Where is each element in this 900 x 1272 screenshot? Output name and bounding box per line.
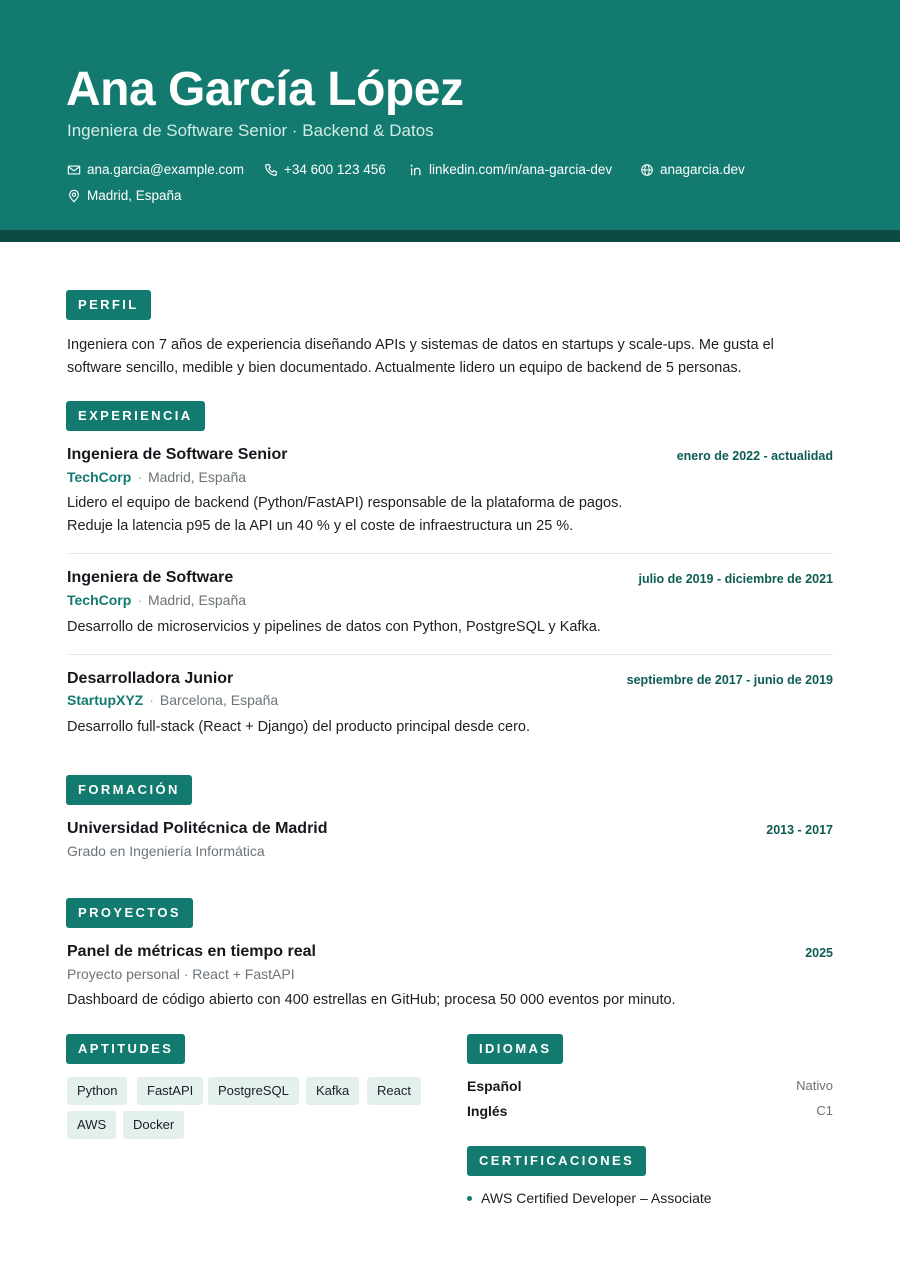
profile-text <box>67 334 847 380</box>
job-date: julio de 2019 - diciembre de 2021 <box>638 572 833 586</box>
location-pin-icon <box>67 189 81 203</box>
job-company: StartupXYZ <box>67 692 144 708</box>
job-title: Ingeniera de Software <box>67 569 234 586</box>
section-heading-skills: APTITUDES <box>66 1034 185 1064</box>
contact-website[interactable] <box>640 162 745 177</box>
job-description <box>67 492 622 538</box>
education-date: 2013 - 2017 <box>766 823 833 837</box>
job-location: Madrid, España <box>147 469 247 485</box>
contact-location <box>67 188 182 203</box>
header <box>0 0 900 230</box>
job-description <box>67 716 530 739</box>
skill-chip: FastAPI <box>137 1077 203 1105</box>
profile-line-2: software sencillo, medible y bien documentado. Actualmente lidero un equipo de backend de 5 personas. <box>67 360 742 376</box>
divider <box>67 654 833 655</box>
skill-chip: PostgreSQL <box>208 1077 299 1105</box>
job-description <box>67 616 601 639</box>
job-description-line: Desarrollo de microservicios y pipelines de datos con Python, PostgreSQL y Kafka. <box>67 619 601 635</box>
website-text: anagarcia.dev <box>660 162 745 177</box>
job-company: TechCorp <box>67 592 132 608</box>
location-text: Madrid, España <box>87 188 182 203</box>
job-title: Ingeniera de Software Senior <box>67 446 288 463</box>
job-title: Desarrolladora Junior <box>67 670 234 687</box>
mail-icon <box>67 163 81 177</box>
job-description-line: Lidero el equipo de backend (Python/FastAPI) responsable de la plataforma de pagos. <box>67 495 623 511</box>
language-name: Inglés <box>467 1103 508 1119</box>
job-description-line: Desarrollo full-stack (React + Django) del producto principal desde cero. <box>67 719 531 735</box>
job-company: TechCorp <box>67 469 132 485</box>
language-name: Español <box>467 1078 522 1094</box>
certification-name: AWS Certified Developer – Associate <box>481 1190 712 1206</box>
job-location: Barcelona, España <box>159 692 279 708</box>
section-heading-languages: IDIOMAS <box>467 1034 563 1064</box>
project-subtitle: Proyecto personal · React + FastAPI <box>67 966 295 982</box>
job-company-line: TechCorp · Madrid, España <box>67 592 247 608</box>
job-location: Madrid, España <box>147 592 247 608</box>
job-company-line: StartupXYZ · Barcelona, España <box>67 692 279 708</box>
contact-phone[interactable] <box>264 162 386 177</box>
section-heading-experience: EXPERIENCIA <box>66 401 205 431</box>
candidate-name: Ana García López <box>66 63 464 116</box>
job-company-line: TechCorp · Madrid, España <box>67 469 247 485</box>
linkedin-icon <box>409 163 423 177</box>
education-degree: Grado en Ingeniería Informática <box>67 843 265 859</box>
skill-chip: Docker <box>123 1111 184 1139</box>
language-level: Nativo <box>796 1078 833 1093</box>
phone-icon <box>264 163 278 177</box>
language-row <box>467 1103 833 1119</box>
contact-email[interactable] <box>67 162 244 177</box>
section-heading-projects: PROYECTOS <box>66 898 193 928</box>
job-date: septiembre de 2017 - junio de 2019 <box>626 673 833 687</box>
section-heading-education: FORMACIÓN <box>66 775 192 805</box>
section-heading-certifications: CERTIFICACIONES <box>467 1146 646 1176</box>
divider <box>67 553 833 554</box>
certification-item <box>467 1190 712 1206</box>
skill-chip: Python <box>67 1077 127 1105</box>
profile-line-1: Ingeniera con 7 años de experiencia diseñando APIs y sistemas de datos en startups y scale-ups. Me gusta el <box>67 337 774 353</box>
globe-icon <box>640 163 654 177</box>
headline: Ingeniera de Software Senior · Backend & Datos <box>67 121 434 140</box>
skill-chip: Kafka <box>306 1077 359 1105</box>
language-row <box>467 1078 833 1094</box>
header-accent-band <box>0 230 900 242</box>
language-level: C1 <box>816 1103 833 1118</box>
job-description-line: Reduje la latencia p95 de la API un 40 % y el coste de infraestructura un 25 %. <box>67 518 574 534</box>
education-school: Universidad Politécnica de Madrid <box>67 820 328 837</box>
phone-text: +34 600 123 456 <box>284 162 386 177</box>
email-text: ana.garcia@example.com <box>87 162 245 177</box>
job-date: enero de 2022 - actualidad <box>676 449 833 463</box>
bullet-icon <box>467 1196 472 1201</box>
project-description: Dashboard de código abierto con 400 estrellas en GitHub; procesa 50 000 eventos por minuto. <box>67 992 676 1008</box>
section-heading-profile: PERFIL <box>66 290 151 320</box>
skill-chip: React <box>367 1077 421 1105</box>
contact-linkedin[interactable] <box>409 162 612 177</box>
skill-chip: AWS <box>67 1111 116 1139</box>
project-title: Panel de métricas en tiempo real <box>67 943 316 960</box>
linkedin-text: linkedin.com/in/ana-garcia-dev <box>429 162 613 177</box>
project-date: 2025 <box>805 946 833 960</box>
